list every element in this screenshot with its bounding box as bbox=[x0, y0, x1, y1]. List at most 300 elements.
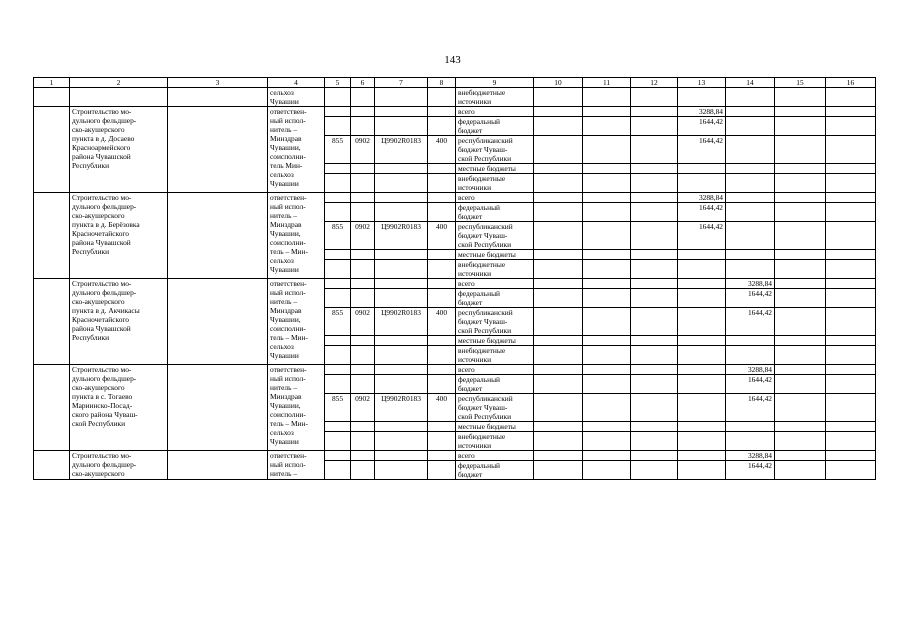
table-cell bbox=[678, 461, 726, 480]
amount-cell-text: 3288,84 bbox=[747, 279, 772, 288]
cell-line: ответствен- bbox=[270, 193, 307, 202]
code-cell bbox=[428, 289, 456, 308]
table-cell bbox=[775, 461, 826, 480]
code-cell bbox=[428, 432, 456, 451]
code-cell bbox=[428, 346, 456, 365]
column-header bbox=[775, 78, 826, 88]
table-cell bbox=[168, 193, 268, 279]
column-header-text: 11 bbox=[602, 78, 611, 87]
code-cell bbox=[375, 136, 428, 164]
object-name-cell bbox=[70, 451, 168, 480]
column-header bbox=[351, 78, 375, 88]
column-header bbox=[456, 78, 534, 88]
table-cell bbox=[583, 250, 631, 260]
cell-line: Строительство мо- bbox=[72, 193, 132, 202]
cell-line: местные бюджеты bbox=[458, 422, 516, 431]
cell-line: нитель – bbox=[270, 211, 298, 220]
table-cell bbox=[583, 461, 631, 480]
table-cell bbox=[631, 222, 678, 250]
table-cell bbox=[826, 451, 876, 461]
amount-cell bbox=[678, 260, 726, 279]
table-cell bbox=[534, 346, 583, 365]
table-cell bbox=[583, 432, 631, 451]
table-cell bbox=[583, 193, 631, 203]
amount-cell bbox=[678, 136, 726, 164]
table-cell bbox=[826, 336, 876, 346]
table-cell bbox=[168, 279, 268, 365]
cell-line: ный испол- bbox=[270, 460, 306, 469]
code-cell bbox=[351, 203, 375, 222]
code-cell-text: 400 bbox=[435, 222, 448, 231]
cell-line: федеральный bbox=[458, 117, 500, 126]
cell-line: ско-акушерского bbox=[72, 469, 125, 478]
table-cell bbox=[631, 250, 678, 260]
code-cell bbox=[325, 203, 351, 222]
cell-line: сельхоз bbox=[270, 256, 294, 265]
cell-line: ответствен- bbox=[270, 107, 307, 116]
cell-line: внебюджетные bbox=[458, 88, 506, 97]
table-cell bbox=[631, 375, 678, 394]
amount-cell bbox=[678, 222, 726, 250]
table-cell bbox=[631, 203, 678, 222]
cell-line: Чувашии bbox=[270, 265, 299, 274]
code-cell bbox=[428, 136, 456, 164]
cell-line: ско-акушерского bbox=[72, 297, 125, 306]
executor-cell bbox=[268, 451, 325, 480]
column-header bbox=[70, 78, 168, 88]
table-cell bbox=[325, 88, 351, 107]
code-cell-text: 400 bbox=[435, 394, 448, 403]
cell-line: ско-акушерского bbox=[72, 211, 125, 220]
column-header bbox=[726, 78, 775, 88]
cell-line: Чувашии, bbox=[270, 401, 301, 410]
column-header bbox=[168, 78, 268, 88]
table-cell bbox=[775, 289, 826, 308]
code-cell bbox=[428, 422, 456, 432]
amount-cell bbox=[678, 432, 726, 451]
table-cell bbox=[534, 422, 583, 432]
amount-cell bbox=[726, 394, 775, 422]
table-cell bbox=[583, 451, 631, 461]
cell-line: нитель – bbox=[270, 383, 298, 392]
table-cell bbox=[583, 289, 631, 308]
source-cell bbox=[456, 308, 534, 336]
amount-cell bbox=[726, 222, 775, 250]
table-cell bbox=[775, 336, 826, 346]
code-cell bbox=[325, 107, 351, 117]
code-cell bbox=[351, 136, 375, 164]
code-cell-text: 0902 bbox=[355, 308, 370, 317]
column-header bbox=[34, 78, 70, 88]
table-cell bbox=[826, 222, 876, 250]
table-cell bbox=[583, 164, 631, 174]
code-cell bbox=[375, 222, 428, 250]
table-cell bbox=[631, 164, 678, 174]
table-cell bbox=[534, 289, 583, 308]
amount-cell-text: 3288,84 bbox=[747, 365, 772, 374]
code-cell bbox=[428, 193, 456, 203]
table-cell bbox=[826, 164, 876, 174]
source-cell bbox=[456, 117, 534, 136]
table-cell bbox=[775, 394, 826, 422]
cell-line: Красночетайского bbox=[72, 315, 129, 324]
cell-line: пункта в д. Берёзовка bbox=[72, 220, 140, 229]
column-header-text: 7 bbox=[399, 78, 403, 87]
table-cell bbox=[631, 451, 678, 461]
column-header bbox=[534, 78, 583, 88]
cell-line: всего bbox=[458, 193, 475, 202]
cell-line: Минздрав bbox=[270, 134, 302, 143]
amount-cell bbox=[726, 308, 775, 336]
cell-line: Чувашии bbox=[270, 179, 299, 188]
code-cell-text: 400 bbox=[435, 308, 448, 317]
table-cell bbox=[826, 365, 876, 375]
table-cell bbox=[631, 289, 678, 308]
code-cell bbox=[325, 451, 351, 461]
table-cell bbox=[583, 375, 631, 394]
row-number-cell bbox=[34, 365, 70, 451]
table-cell bbox=[631, 136, 678, 164]
amount-cell bbox=[678, 308, 726, 336]
code-cell bbox=[351, 193, 375, 203]
column-header bbox=[583, 78, 631, 88]
cell-line: Минздрав bbox=[270, 220, 302, 229]
code-cell bbox=[351, 279, 375, 289]
object-name-cell bbox=[70, 107, 168, 193]
column-header-text: 6 bbox=[360, 78, 365, 87]
table-cell bbox=[826, 117, 876, 136]
cell-line: Республики bbox=[72, 333, 110, 342]
code-cell bbox=[325, 222, 351, 250]
cell-line: дульного фельдшер- bbox=[72, 288, 137, 297]
cell-line: республиканский bbox=[458, 222, 513, 231]
code-cell bbox=[375, 451, 428, 461]
table-cell bbox=[631, 117, 678, 136]
table-cell bbox=[726, 88, 775, 107]
table-cell bbox=[583, 365, 631, 375]
cell-line: бюджет bbox=[458, 212, 483, 221]
amount-cell bbox=[678, 375, 726, 394]
code-cell bbox=[428, 250, 456, 260]
cell-line: ответствен- bbox=[270, 365, 307, 374]
cell-line: пункта в д. Акчикасы bbox=[72, 306, 140, 315]
column-header bbox=[631, 78, 678, 88]
code-cell bbox=[428, 222, 456, 250]
amount-cell bbox=[678, 107, 726, 117]
code-cell bbox=[375, 365, 428, 375]
code-cell bbox=[428, 107, 456, 117]
code-cell bbox=[351, 107, 375, 117]
cell-line: федеральный bbox=[458, 461, 500, 470]
code-cell bbox=[375, 279, 428, 289]
cell-line: тель – Мин- bbox=[270, 333, 308, 342]
cell-line: пункта в с. Тогаево bbox=[72, 392, 133, 401]
table-cell bbox=[583, 346, 631, 365]
amount-cell-text: 1644,42 bbox=[747, 461, 772, 470]
source-cell bbox=[456, 365, 534, 375]
table-cell bbox=[631, 260, 678, 279]
source-cell bbox=[456, 451, 534, 461]
cell-line: тель Мин- bbox=[270, 161, 303, 170]
cell-line: всего bbox=[458, 365, 475, 374]
code-cell-text: Ц9902R0183 bbox=[381, 394, 421, 403]
code-cell bbox=[325, 279, 351, 289]
code-cell bbox=[325, 346, 351, 365]
code-cell bbox=[375, 203, 428, 222]
table-cell bbox=[70, 88, 168, 107]
table-cell bbox=[534, 279, 583, 289]
cell-line: ской Республики bbox=[458, 240, 512, 249]
table-cell bbox=[268, 88, 325, 107]
table-cell bbox=[351, 88, 375, 107]
code-cell bbox=[325, 336, 351, 346]
code-cell bbox=[351, 260, 375, 279]
table-cell bbox=[534, 250, 583, 260]
table-cell bbox=[631, 394, 678, 422]
cell-line: внебюджетные bbox=[458, 174, 506, 183]
table-cell bbox=[534, 164, 583, 174]
column-header-text: 15 bbox=[796, 78, 804, 87]
table-cell bbox=[826, 88, 876, 107]
cell-line: Чувашии, bbox=[270, 143, 301, 152]
table-row bbox=[34, 193, 876, 203]
source-cell bbox=[456, 279, 534, 289]
code-cell bbox=[428, 279, 456, 289]
cell-line: Чувашии, bbox=[270, 315, 301, 324]
amount-cell-text: 3288,84 bbox=[698, 107, 723, 116]
cell-line: ской Республики bbox=[458, 326, 512, 335]
cell-line: района Чувашской bbox=[72, 324, 131, 333]
table-cell bbox=[678, 88, 726, 107]
cell-line: дульного фельдшер- bbox=[72, 374, 137, 383]
cell-line: местные бюджеты bbox=[458, 164, 516, 173]
table-cell bbox=[631, 346, 678, 365]
amount-cell-text: 3288,84 bbox=[747, 451, 772, 460]
source-cell bbox=[456, 432, 534, 451]
table-cell bbox=[583, 260, 631, 279]
cell-line: внебюджетные bbox=[458, 432, 506, 441]
amount-cell bbox=[678, 279, 726, 289]
amount-cell-text: 1644,42 bbox=[698, 203, 723, 212]
cell-line: бюджет Чуваш- bbox=[458, 231, 508, 240]
table-cell bbox=[631, 422, 678, 432]
table-cell bbox=[456, 88, 534, 107]
code-cell bbox=[351, 164, 375, 174]
cell-line: ской Республики bbox=[458, 412, 512, 421]
header-row bbox=[34, 78, 876, 88]
amount-cell bbox=[678, 203, 726, 222]
code-cell bbox=[351, 174, 375, 193]
table-cell bbox=[534, 451, 583, 461]
code-cell bbox=[325, 432, 351, 451]
amount-cell bbox=[678, 422, 726, 432]
code-cell bbox=[375, 375, 428, 394]
code-cell-text: 855 bbox=[331, 136, 344, 145]
code-cell bbox=[428, 164, 456, 174]
code-cell-text: Ц9902R0183 bbox=[381, 136, 421, 145]
table-cell bbox=[534, 222, 583, 250]
cell-line: Чувашии bbox=[270, 351, 299, 360]
cell-line: Строительство мо- bbox=[72, 107, 132, 116]
amount-cell bbox=[678, 289, 726, 308]
code-cell bbox=[351, 336, 375, 346]
object-name-cell bbox=[70, 193, 168, 279]
amount-cell bbox=[678, 174, 726, 193]
column-header bbox=[268, 78, 325, 88]
cell-line: района Чувашской bbox=[72, 152, 131, 161]
amount-cell bbox=[678, 394, 726, 422]
column-header-text: 13 bbox=[697, 78, 706, 87]
source-cell bbox=[456, 164, 534, 174]
column-header bbox=[325, 78, 351, 88]
cell-line: местные бюджеты bbox=[458, 336, 516, 345]
cell-line: всего bbox=[458, 279, 475, 288]
cell-line: пункта в д. Досаево bbox=[72, 134, 135, 143]
cell-line: внебюджетные bbox=[458, 260, 506, 269]
table-cell bbox=[631, 432, 678, 451]
cell-line: бюджет bbox=[458, 470, 483, 479]
table-cell bbox=[583, 117, 631, 136]
table-row bbox=[34, 451, 876, 461]
code-cell-text: 855 bbox=[331, 394, 344, 403]
code-cell bbox=[325, 461, 351, 480]
code-cell bbox=[351, 117, 375, 136]
table-cell bbox=[583, 107, 631, 117]
column-header-text: 9 bbox=[492, 78, 497, 87]
cell-line: республиканский bbox=[458, 394, 513, 403]
cell-line: внебюджетные bbox=[458, 346, 506, 355]
cell-line: федеральный bbox=[458, 203, 500, 212]
table-cell bbox=[428, 88, 456, 107]
source-cell bbox=[456, 336, 534, 346]
table-cell bbox=[534, 375, 583, 394]
table-cell bbox=[826, 107, 876, 117]
table-cell bbox=[775, 117, 826, 136]
table-cell bbox=[534, 88, 583, 107]
source-cell bbox=[456, 260, 534, 279]
code-cell bbox=[325, 136, 351, 164]
cell-line: сельхоз bbox=[270, 170, 294, 179]
table-cell bbox=[583, 174, 631, 193]
code-cell bbox=[325, 260, 351, 279]
object-name-cell bbox=[70, 365, 168, 451]
cell-line: ской Республики bbox=[458, 154, 512, 163]
source-cell bbox=[456, 394, 534, 422]
code-cell-text: 0902 bbox=[355, 394, 370, 403]
cell-line: ный испол- bbox=[270, 374, 306, 383]
executor-cell bbox=[268, 107, 325, 193]
code-cell-text: 0902 bbox=[355, 136, 370, 145]
cell-line: ный испол- bbox=[270, 202, 306, 211]
table-cell bbox=[34, 88, 70, 107]
table-cell bbox=[375, 88, 428, 107]
amount-cell-text: 1644,42 bbox=[698, 222, 723, 231]
source-cell bbox=[456, 289, 534, 308]
cell-line: Республики bbox=[72, 161, 110, 170]
source-cell bbox=[456, 203, 534, 222]
table-cell bbox=[826, 136, 876, 164]
table-cell bbox=[826, 203, 876, 222]
column-header-text: 8 bbox=[439, 78, 444, 87]
row-number-cell bbox=[34, 107, 70, 193]
amount-cell bbox=[726, 279, 775, 289]
amount-cell bbox=[726, 250, 775, 260]
code-cell bbox=[325, 117, 351, 136]
cell-line: Красноармейского bbox=[72, 143, 131, 152]
code-cell bbox=[325, 422, 351, 432]
cell-line: бюджет bbox=[458, 384, 483, 393]
code-cell bbox=[325, 365, 351, 375]
code-cell bbox=[428, 203, 456, 222]
cell-line: сельхоз bbox=[270, 88, 294, 97]
amount-cell bbox=[726, 451, 775, 461]
code-cell bbox=[375, 346, 428, 365]
source-cell bbox=[456, 375, 534, 394]
code-cell bbox=[375, 289, 428, 308]
column-header bbox=[428, 78, 456, 88]
amount-cell bbox=[726, 422, 775, 432]
table-cell bbox=[775, 222, 826, 250]
cell-line: сельхоз bbox=[270, 428, 294, 437]
cell-line: Чувашии bbox=[270, 97, 299, 106]
amount-cell-text: 1644,42 bbox=[747, 375, 772, 384]
code-cell bbox=[351, 451, 375, 461]
table-cell bbox=[631, 308, 678, 336]
table-cell bbox=[826, 346, 876, 365]
code-cell bbox=[325, 308, 351, 336]
amount-cell bbox=[726, 193, 775, 203]
table-cell bbox=[631, 88, 678, 107]
source-cell bbox=[456, 107, 534, 117]
code-cell bbox=[428, 174, 456, 193]
code-cell bbox=[325, 289, 351, 308]
code-cell bbox=[428, 375, 456, 394]
cell-line: республиканский bbox=[458, 136, 513, 145]
cell-line: ответствен- bbox=[270, 279, 307, 288]
code-cell bbox=[351, 308, 375, 336]
amount-cell bbox=[678, 250, 726, 260]
code-cell bbox=[428, 365, 456, 375]
code-cell bbox=[375, 461, 428, 480]
cell-line: всего bbox=[458, 107, 475, 116]
amount-cell bbox=[726, 164, 775, 174]
table-cell bbox=[775, 136, 826, 164]
amount-cell bbox=[726, 260, 775, 279]
table-cell bbox=[826, 308, 876, 336]
cell-line: бюджет Чуваш- bbox=[458, 403, 508, 412]
cell-line: федеральный bbox=[458, 289, 500, 298]
table-cell bbox=[534, 193, 583, 203]
code-cell bbox=[351, 375, 375, 394]
code-cell bbox=[375, 336, 428, 346]
amount-cell bbox=[726, 346, 775, 365]
table-cell bbox=[775, 422, 826, 432]
amount-cell bbox=[726, 289, 775, 308]
cell-line: ный испол- bbox=[270, 288, 306, 297]
table-cell bbox=[775, 279, 826, 289]
budget-table bbox=[33, 77, 876, 480]
table-cell bbox=[631, 193, 678, 203]
column-header-text: 14 bbox=[746, 78, 754, 87]
amount-cell bbox=[726, 136, 775, 164]
cell-line: местные бюджеты bbox=[458, 250, 516, 259]
amount-cell-text: 1644,42 bbox=[698, 136, 723, 145]
cell-line: источники bbox=[458, 183, 492, 192]
cell-line: нитель – bbox=[270, 297, 298, 306]
table-cell bbox=[631, 279, 678, 289]
code-cell-text: 0902 bbox=[355, 222, 370, 231]
source-cell bbox=[456, 250, 534, 260]
